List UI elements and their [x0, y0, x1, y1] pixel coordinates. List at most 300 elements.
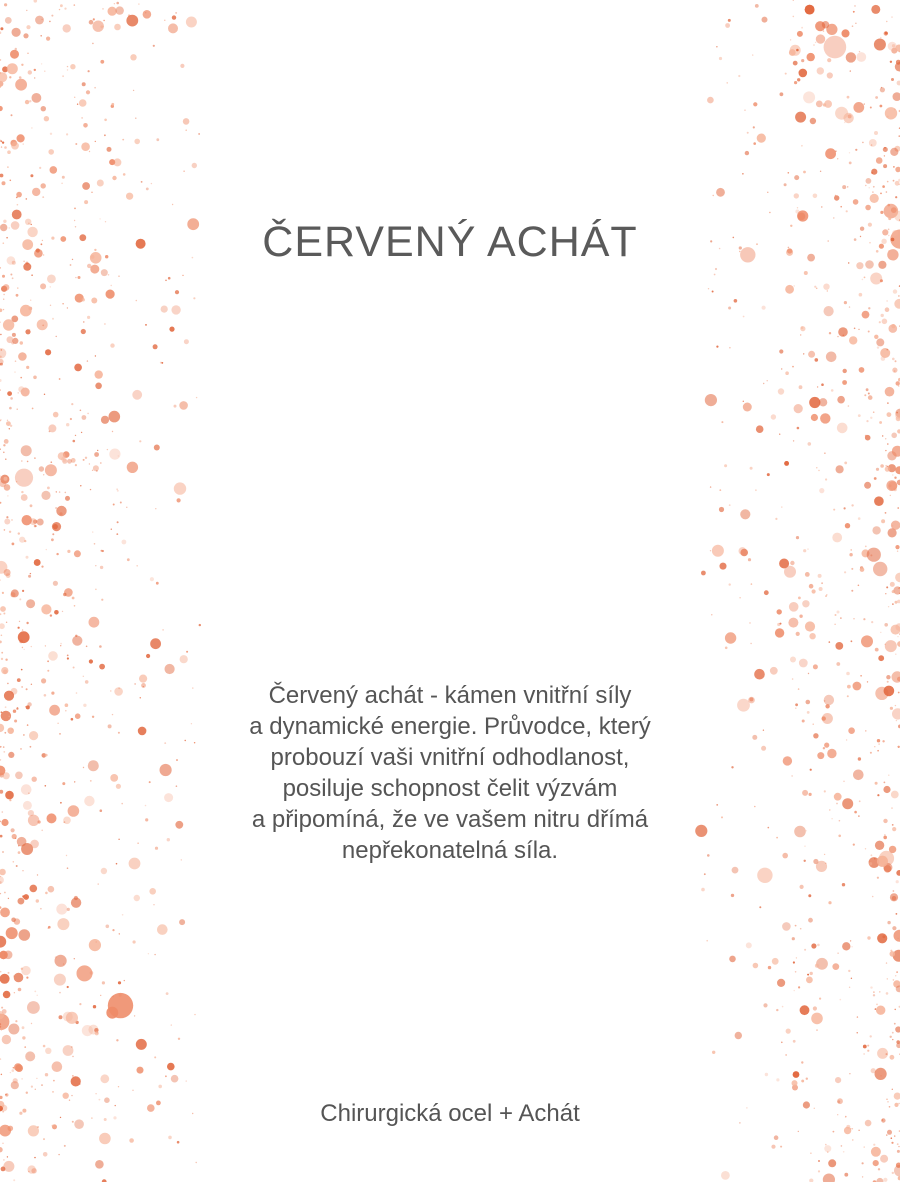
splatter-dot: [842, 29, 850, 37]
splatter-dot: [788, 618, 798, 628]
splatter-dot: [800, 885, 804, 889]
splatter-dot: [890, 951, 896, 957]
splatter-dot: [851, 640, 853, 642]
splatter-dot: [866, 178, 872, 184]
splatter-dot: [867, 681, 868, 682]
splatter-dot: [838, 835, 841, 838]
material-caption: Chirurgická ocel + Achát: [320, 1100, 580, 1127]
splatter-dot: [755, 4, 759, 8]
splatter-dot: [887, 921, 890, 924]
splatter-dot: [897, 1150, 900, 1153]
splatter-dot: [9, 407, 12, 410]
splatter-dot: [0, 936, 6, 948]
splatter-dot: [31, 1086, 33, 1088]
splatter-dot: [867, 1045, 869, 1047]
splatter-dot: [894, 1165, 900, 1177]
splatter-dot: [26, 366, 29, 369]
splatter-dot: [891, 238, 895, 242]
splatter-dot: [868, 395, 873, 400]
splatter-dot: [819, 998, 821, 1000]
splatter-dot: [31, 1023, 32, 1024]
splatter-dot: [816, 101, 823, 108]
splatter-dot: [75, 464, 77, 466]
splatter-dot: [52, 1061, 63, 1072]
splatter-dot: [810, 118, 816, 124]
splatter-dot: [876, 157, 883, 164]
splatter-dot: [72, 1121, 74, 1123]
splatter-dot: [71, 403, 73, 405]
splatter-dot: [116, 863, 118, 865]
splatter-dot: [153, 904, 154, 905]
splatter-dot: [83, 459, 85, 461]
splatter-dot: [705, 394, 717, 406]
splatter-dot: [859, 51, 860, 52]
splatter-dot: [834, 624, 835, 625]
splatter-dot: [41, 106, 46, 111]
splatter-dot: [894, 370, 895, 371]
splatter-dot: [137, 843, 138, 844]
splatter-dot: [800, 1005, 810, 1015]
splatter-dot: [23, 263, 31, 271]
splatter-dot: [842, 798, 853, 809]
splatter-dot: [887, 1101, 889, 1103]
splatter-dot: [30, 174, 33, 177]
splatter-dot: [873, 994, 875, 996]
splatter-dot: [877, 346, 879, 348]
splatter-dot: [846, 739, 847, 740]
splatter-dot: [0, 613, 1, 615]
splatter-dot: [793, 440, 794, 441]
splatter-dot: [37, 319, 48, 330]
card-description: [170, 680, 730, 866]
splatter-dot: [18, 352, 27, 361]
splatter-dot: [885, 644, 886, 645]
splatter-dot: [897, 1143, 899, 1145]
splatter-dot: [864, 1146, 865, 1147]
splatter-dot: [797, 78, 800, 81]
splatter-dot: [827, 72, 833, 78]
splatter-dot: [832, 533, 842, 543]
splatter-dot: [874, 477, 877, 480]
splatter-dot: [72, 259, 73, 260]
splatter-dot: [66, 855, 67, 856]
splatter-dot: [100, 60, 104, 64]
splatter-dot: [50, 166, 58, 174]
splatter-dot: [852, 1128, 853, 1129]
splatter-dot: [101, 550, 103, 552]
splatter-dot: [41, 566, 43, 568]
splatter-dot: [739, 597, 740, 598]
splatter-dot: [6, 421, 11, 426]
splatter-dot: [867, 548, 881, 562]
splatter-dot: [12, 28, 21, 37]
splatter-dot: [801, 59, 804, 62]
splatter-dot: [873, 1144, 875, 1146]
splatter-dot: [892, 708, 900, 719]
splatter-dot: [196, 1162, 197, 1163]
splatter-dot: [17, 678, 21, 682]
splatter-dot: [896, 971, 898, 973]
splatter-dot: [36, 899, 39, 902]
splatter-dot: [27, 702, 31, 706]
splatter-dot: [819, 488, 824, 493]
splatter-dot: [199, 624, 201, 626]
splatter-dot: [29, 329, 31, 331]
splatter-dot: [721, 1171, 730, 1180]
splatter-dot: [75, 435, 76, 436]
splatter-dot: [871, 1147, 881, 1157]
splatter-dot: [816, 958, 828, 970]
splatter-dot: [34, 69, 36, 71]
splatter-dot: [45, 892, 48, 895]
splatter-dot: [888, 229, 890, 231]
splatter-dot: [757, 868, 772, 883]
splatter-dot: [0, 379, 2, 382]
splatter-dot: [13, 710, 16, 713]
splatter-dot: [59, 9, 60, 10]
splatter-dot: [25, 100, 29, 104]
splatter-dot: [31, 224, 32, 225]
splatter-dot: [94, 452, 99, 457]
splatter-dot: [855, 23, 856, 24]
splatter-dot: [1, 667, 8, 674]
splatter-dot: [837, 611, 840, 614]
splatter-dot: [60, 1117, 61, 1118]
splatter-dot: [788, 247, 790, 249]
splatter-dot: [47, 660, 49, 662]
splatter-dot: [784, 183, 787, 186]
splatter-dot: [1, 1029, 2, 1030]
splatter-dot: [782, 1006, 784, 1008]
splatter-dot: [37, 995, 38, 996]
splatter-dot: [15, 838, 16, 839]
splatter-dot: [186, 1080, 187, 1081]
splatter-dot: [842, 380, 847, 385]
splatter-dot: [10, 397, 13, 400]
splatter-dot: [810, 1152, 812, 1154]
splatter-dot: [892, 368, 897, 373]
splatter-dot: [122, 139, 124, 141]
splatter-dot: [793, 961, 795, 963]
splatter-dot: [11, 828, 15, 832]
splatter-dot: [65, 703, 69, 707]
splatter-dot: [138, 727, 147, 736]
splatter-dot: [892, 1089, 893, 1090]
splatter-dot: [798, 688, 800, 690]
splatter-dot: [838, 327, 848, 337]
splatter-dot: [59, 378, 61, 380]
splatter-dot: [841, 1145, 843, 1147]
splatter-dot: [171, 305, 180, 314]
splatter-dot: [893, 180, 895, 182]
splatter-dot: [7, 63, 18, 74]
splatter-dot: [767, 380, 768, 381]
splatter-dot: [859, 800, 861, 802]
splatter-dot: [882, 740, 884, 742]
splatter-dot: [848, 727, 855, 734]
splatter-dot: [871, 169, 877, 175]
splatter-dot: [725, 632, 736, 643]
splatter-dot: [111, 285, 112, 286]
splatter-dot: [825, 704, 829, 708]
splatter-dot: [870, 417, 872, 419]
splatter-dot: [26, 688, 28, 690]
splatter-dot: [803, 171, 806, 174]
splatter-dot: [875, 1068, 887, 1080]
splatter-dot: [12, 543, 15, 546]
splatter-dot: [863, 1053, 864, 1054]
splatter-dot: [712, 291, 714, 293]
splatter-dot: [26, 977, 28, 979]
splatter-dot: [886, 992, 889, 995]
splatter-dot: [153, 45, 155, 47]
splatter-dot: [868, 331, 870, 333]
splatter-dot: [827, 290, 828, 291]
splatter-dot: [83, 704, 86, 707]
splatter-dot: [818, 1160, 820, 1162]
splatter-dot: [20, 305, 32, 317]
splatter-dot: [164, 742, 166, 744]
splatter-dot: [763, 1003, 767, 1007]
splatter-dot: [842, 185, 846, 189]
splatter-dot: [714, 274, 716, 276]
splatter-dot: [809, 584, 814, 589]
splatter-dot: [805, 621, 815, 631]
description-line: Červený achát - kámen vnitřní síly: [268, 682, 632, 709]
splatter-dot: [154, 445, 160, 451]
splatter-dot: [837, 1100, 840, 1103]
splatter-dot: [102, 981, 105, 984]
splatter-dot: [26, 198, 28, 200]
splatter-dot: [75, 277, 76, 278]
splatter-dot: [116, 6, 124, 14]
splatter-dot: [21, 445, 32, 456]
splatter-dot: [5, 706, 7, 708]
splatter-dot: [826, 352, 837, 363]
splatter-dot: [15, 772, 23, 780]
splatter-dot: [708, 288, 709, 289]
splatter-dot: [807, 53, 815, 61]
splatter-dot: [898, 295, 899, 296]
splatter-dot: [875, 648, 879, 652]
splatter-dot: [0, 790, 3, 794]
splatter-dot: [891, 807, 892, 808]
splatter-dot: [17, 134, 25, 142]
splatter-dot: [16, 197, 18, 199]
splatter-dot: [179, 919, 185, 925]
splatter-dot: [40, 283, 46, 289]
splatter-dot: [892, 1032, 894, 1034]
splatter-dot: [710, 486, 711, 487]
splatter-dot: [43, 1045, 46, 1048]
splatter-dot: [712, 1051, 715, 1054]
splatter-dot: [30, 300, 31, 301]
splatter-dot: [882, 319, 888, 325]
splatter-dot: [165, 664, 175, 674]
splatter-dot: [765, 1073, 768, 1076]
splatter-dot: [799, 659, 808, 668]
splatter-dot: [871, 5, 880, 14]
splatter-dot: [870, 107, 872, 109]
splatter-dot: [22, 1026, 25, 1029]
splatter-dot: [804, 846, 805, 847]
splatter-dot: [47, 487, 50, 490]
splatter-dot: [72, 597, 75, 600]
splatter-dot: [118, 275, 120, 277]
splatter-dot: [875, 782, 878, 785]
splatter-dot: [0, 623, 5, 629]
splatter-dot: [25, 897, 27, 899]
splatter-dot: [194, 1014, 195, 1015]
splatter-dot: [34, 0, 38, 3]
splatter-dot: [22, 1036, 25, 1039]
splatter-dot: [888, 42, 897, 51]
splatter-dot: [60, 4, 63, 7]
splatter-dot: [757, 134, 766, 143]
splatter-dot: [865, 730, 866, 731]
splatter-dot: [44, 116, 49, 121]
splatter-dot: [21, 784, 32, 795]
splatter-dot: [892, 474, 893, 475]
splatter-dot: [44, 394, 45, 395]
splatter-dot: [67, 986, 69, 988]
splatter-dot: [890, 495, 891, 496]
splatter-dot: [729, 347, 731, 349]
splatter-dot: [3, 1159, 5, 1161]
splatter-dot: [886, 1099, 887, 1100]
splatter-dot: [43, 1152, 48, 1157]
splatter-dot: [117, 490, 119, 492]
splatter-dot: [7, 391, 12, 396]
splatter-dot: [793, 285, 795, 287]
splatter-dot: [817, 386, 818, 387]
splatter-dot: [843, 781, 845, 783]
splatter-dot: [41, 63, 42, 64]
splatter-dot: [807, 548, 809, 550]
splatter-dot: [882, 435, 883, 436]
splatter-dot: [800, 334, 801, 335]
splatter-dot: [37, 519, 44, 526]
splatter-dot: [896, 913, 898, 915]
splatter-dot: [795, 971, 797, 973]
splatter-dot: [853, 618, 854, 619]
splatter-dot: [90, 489, 91, 490]
splatter-dot: [74, 958, 75, 959]
splatter-dot: [8, 752, 14, 758]
splatter-dot: [802, 790, 808, 796]
splatter-dot: [811, 414, 818, 421]
splatter-dot: [95, 1031, 99, 1035]
splatter-dot: [0, 140, 2, 142]
splatter-dot: [768, 827, 770, 829]
splatter-dot: [808, 351, 815, 358]
splatter-dot: [177, 498, 181, 502]
splatter-dot: [721, 421, 723, 423]
splatter-dot: [109, 449, 120, 460]
splatter-dot: [52, 318, 54, 320]
splatter-dot: [894, 1135, 895, 1136]
splatter-dot: [884, 623, 888, 627]
splatter-dot: [4, 892, 6, 894]
splatter-dot: [794, 404, 803, 413]
splatter-dot: [881, 239, 886, 244]
splatter-dot: [119, 933, 120, 934]
splatter-dot: [884, 782, 886, 784]
splatter-dot: [728, 307, 731, 310]
splatter-dot: [860, 227, 864, 231]
splatter-dot: [1, 1074, 2, 1075]
splatter-dot: [892, 1172, 894, 1174]
splatter-dot: [171, 1024, 172, 1025]
splatter-dot: [878, 743, 879, 744]
splatter-dot: [712, 545, 724, 557]
splatter-dot: [100, 462, 102, 464]
splatter-dot: [827, 749, 836, 758]
splatter-dot: [815, 964, 819, 968]
splatter-dot: [886, 1134, 887, 1135]
splatter-dot: [858, 585, 860, 587]
splatter-dot: [106, 1007, 118, 1019]
splatter-dot: [0, 579, 1, 580]
splatter-dot: [851, 946, 852, 947]
splatter-dot: [12, 261, 16, 265]
splatter-dot: [123, 173, 126, 176]
splatter-dot: [167, 1063, 175, 1071]
splatter-dot: [858, 329, 859, 330]
splatter-dot: [895, 360, 897, 362]
splatter-dot: [1, 658, 3, 660]
splatter-dot: [881, 314, 884, 317]
splatter-dot: [884, 155, 885, 156]
splatter-dot: [3, 444, 5, 446]
splatter-dot: [764, 590, 769, 595]
splatter-dot: [0, 606, 6, 612]
splatter-dot: [876, 1004, 878, 1006]
splatter-dot: [895, 1026, 900, 1032]
splatter-dot: [835, 1077, 841, 1083]
splatter-dot: [117, 521, 119, 523]
splatter-dot: [12, 1069, 15, 1072]
splatter-dot: [89, 463, 90, 464]
splatter-dot: [93, 18, 95, 20]
splatter-dot: [798, 986, 800, 988]
splatter-dot: [796, 49, 799, 52]
splatter-dot: [792, 1080, 798, 1086]
splatter-dot: [771, 414, 776, 419]
splatter-dot: [29, 731, 38, 740]
splatter-dot: [852, 25, 854, 27]
splatter-dot: [825, 478, 827, 480]
splatter-dot: [787, 248, 792, 253]
splatter-dot: [2, 811, 4, 813]
splatter-dot: [771, 1145, 775, 1149]
splatter-dot: [793, 61, 798, 66]
splatter-dot: [863, 1045, 867, 1049]
splatter-dot: [67, 908, 70, 911]
splatter-dot: [876, 1178, 883, 1182]
splatter-dot: [140, 697, 141, 698]
splatter-dot: [880, 105, 883, 108]
splatter-dot: [891, 521, 900, 530]
splatter-dot: [65, 496, 70, 501]
splatter-dot: [819, 587, 823, 591]
splatter-dot: [704, 873, 706, 875]
splatter-dot: [46, 549, 47, 550]
splatter-dot: [897, 81, 900, 86]
splatter-dot: [813, 733, 818, 738]
splatter-dot: [1, 635, 3, 637]
splatter-dot: [30, 885, 38, 893]
